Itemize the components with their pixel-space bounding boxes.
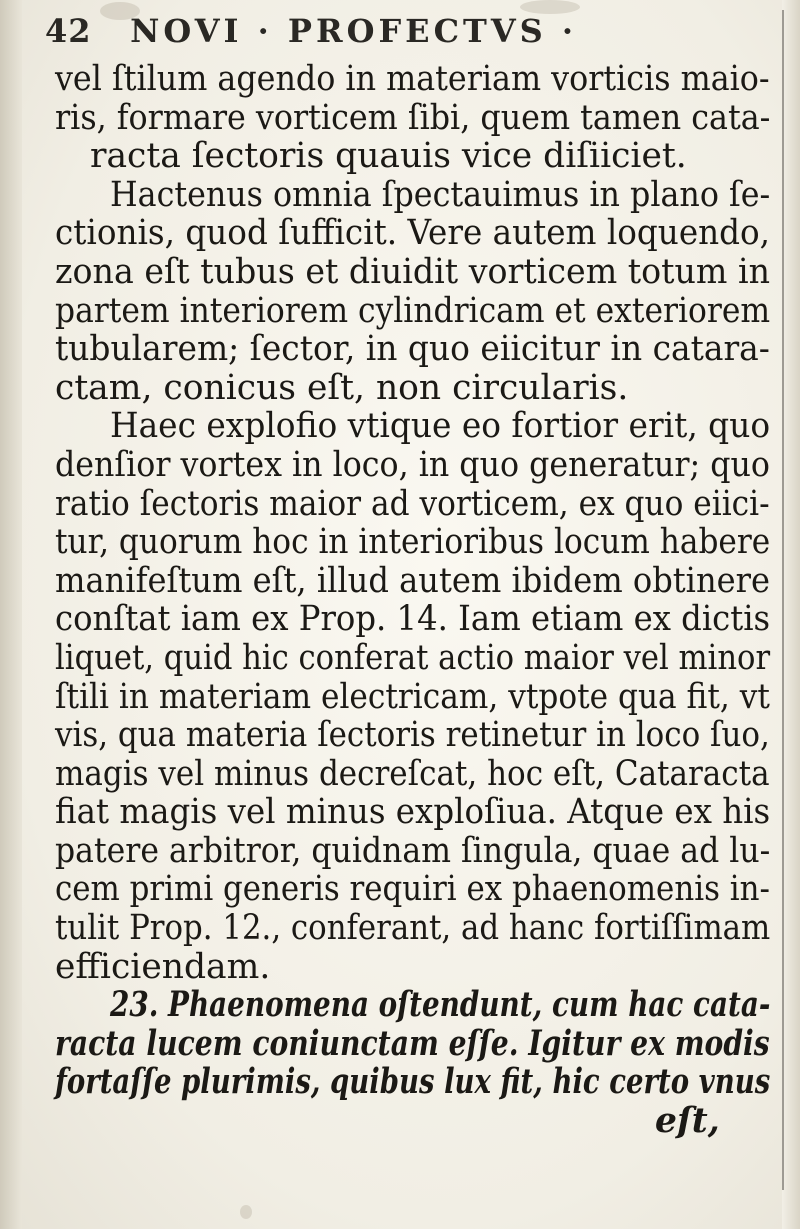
text-line: vis, qua materia ſectoris retinetur in loco ſuo,: [55, 715, 770, 756]
text-line: racta ſectoris quauis vice diſiiciet.: [90, 136, 687, 177]
text-line: patere arbitror, quidnam ſingula, quae ad lu-: [55, 830, 771, 871]
italic-text-line: racta lucem coniunctam eſſe. Igitur ex modis: [55, 1023, 770, 1064]
italic-text-line: 23. Phaenomena oſtendunt, cum hac cata-: [110, 985, 771, 1026]
text-line: Haec explofio vtique eo fortior erit, quo: [110, 406, 771, 447]
text-line: magis vel minus decreſcat, hoc eſt, Cataracta: [55, 753, 770, 794]
text-line: ris, formare vorticem ſibi, quem tamen cata-: [55, 97, 771, 138]
text-line: ſtili in materiam electricam, vtpote qua fit, vt: [55, 676, 770, 717]
page-number: 42: [45, 12, 92, 50]
text-line: ctam, conicus eſt, non circularis.: [55, 367, 629, 408]
text-line: partem interiorem cylindricam et exteriorem: [55, 290, 771, 331]
text-line: ratio ſectoris maior ad vorticem, ex quo eiici-: [55, 483, 770, 524]
text-line: cem primi generis requiri ex phaenomenis in-: [55, 869, 770, 910]
text-line: tur, quorum hoc in interioribus locum habere: [55, 522, 771, 563]
text-line: vel ſtilum agendo in materiam vorticis maio-: [55, 59, 770, 99]
text-line: denſior vortex in loco, in quo generatur; quo: [55, 444, 770, 485]
text-line: efficiendam.: [55, 946, 271, 987]
page-text: [55, 60, 770, 1141]
ink-stain: [240, 1205, 252, 1219]
text-line: Hactenus omnia ſpectauimus in plano ſe-: [110, 174, 771, 215]
text-line: fiat magis vel minus exploſiua. Atque ex his: [55, 792, 771, 833]
running-title: NOVI · PROFECTVS ·: [130, 12, 578, 50]
text-line: tulit Prop. 12., conferant, ad hanc fortiſſimam: [55, 908, 771, 949]
text-line: ctionis, quod ſufficit. Vere autem loquendo,: [55, 213, 771, 254]
italic-text-line: fortaſſe plurimis, quibus lux fit, hic certo vnus: [55, 1062, 771, 1103]
text-line: liquet, quid hic conferat actio maior vel minor: [55, 637, 771, 678]
italic-text-line: eſt,: [655, 1101, 720, 1142]
page-gutter: [0, 0, 22, 1229]
text-line: tubularem; ſector, in quo eiicitur in catara-: [55, 329, 770, 370]
running-header: [45, 12, 745, 54]
text-line: manifeſtum eſt, illud autem ibidem obtinere: [55, 560, 770, 601]
text-line: zona eſt tubus et diuidit vorticem totum in: [55, 251, 771, 292]
text-line: conſtat iam ex Prop. 14. Iam etiam ex dictis: [55, 599, 771, 640]
